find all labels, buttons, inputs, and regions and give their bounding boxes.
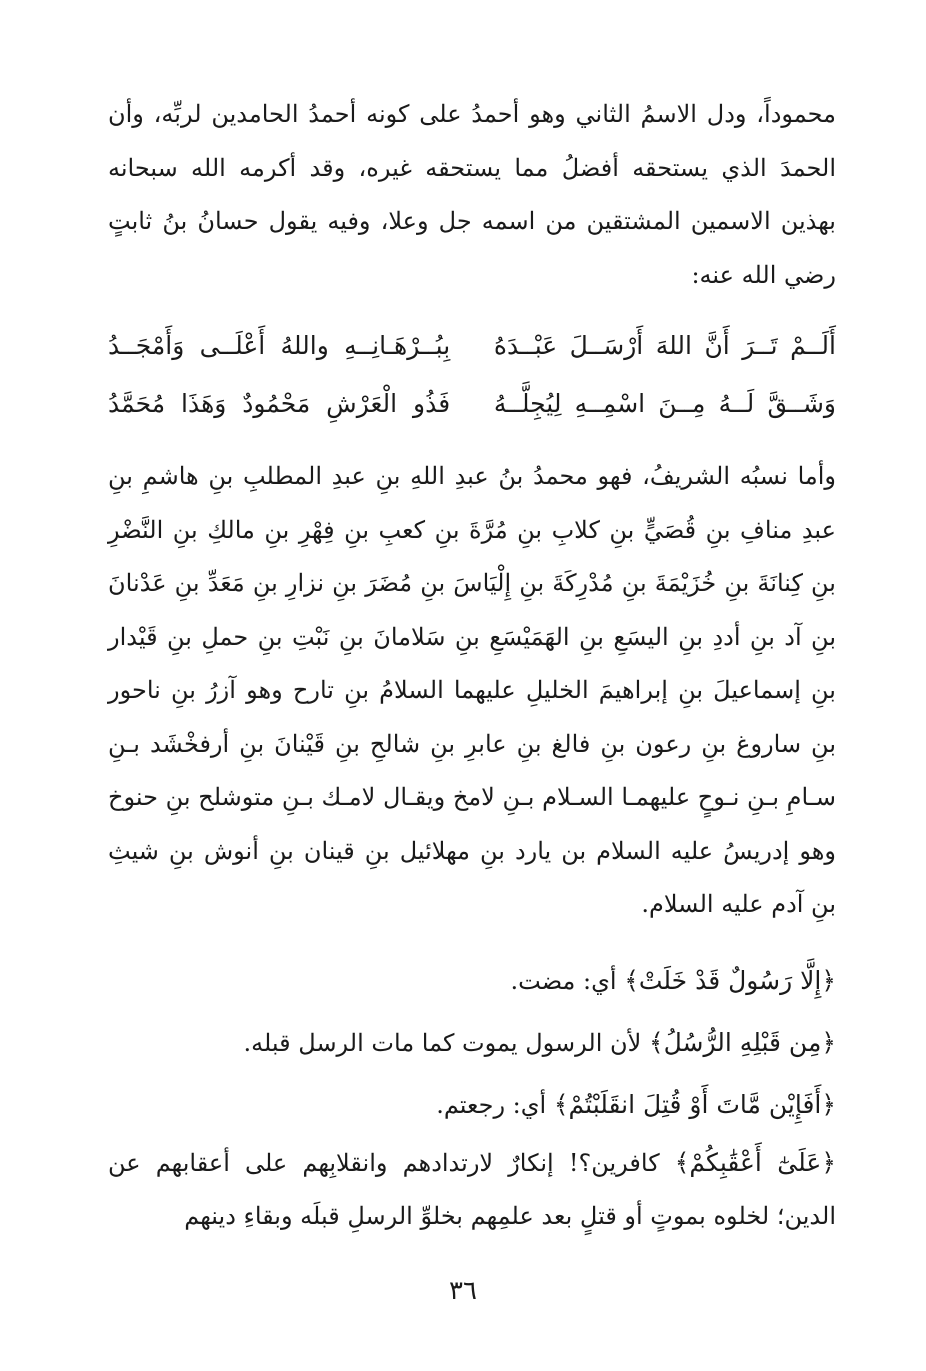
gloss-line (108, 950, 836, 1012)
poem-second-hemistich: بِبُــرْهَـانِــهِ واللهُ أَعْلَــى وَأَمْجَــدُ (108, 330, 451, 360)
final-paragraph (108, 1136, 836, 1244)
page-number: ٣٦ (449, 1276, 477, 1306)
quran-quote: ﴿إِلَّا رَسُولٌ قَدْ خَلَتْ﴾ (624, 965, 836, 995)
quran-quote: ﴿عَلَىٰٓ أَعْقَٰبِكُمْ﴾ (674, 1147, 836, 1177)
poem-first-hemistich: وَشَــقَّ لَــهُ مِــنَ اسْمِــهِ لِيُجِلَّــهُ (493, 388, 836, 418)
poem-second-hemistich: فَذُو الْعَرْشِ مَحْمُودٌ وَهَذَا مُحَمَّدُ (108, 388, 451, 418)
quran-quote: ﴿مِن قَبْلِهِ الرُّسُلُ﴾ (648, 1027, 836, 1057)
book-page (108, 88, 836, 1288)
quran-quote: ﴿أَفَإِيْن مَّاتَ أَوْ قُتِلَ انقَلَبْتُمْ﴾ (553, 1089, 836, 1119)
poem-verse (108, 374, 836, 432)
poem (108, 316, 836, 432)
poem-first-hemistich: أَلَــمْ تَــرَ أَنَّ اللهَ أَرْسَــلَ عَبْــدَهُ (493, 330, 836, 360)
final-paragraph-text: كافرين؟! إنكارٌ لارتدادهم وانقلابِهم على أعقابهم عن الدين؛ لخلوه بموتٍ أو قتلٍ بعد علمِهم بخلوِّ الرسلِ قبلَه وبقاءِ دينهم (108, 1148, 836, 1230)
lineage-paragraph: وأما نسبُه الشريفُ، فهو محمدُ بنُ عبدِ اللهِ بنِ عبدِ المطلبِ بنِ هاشمِ بنِ عبدِ منافِ بنِ قُصَيٍّ بنِ كلابِ بنِ مُرَّةَ بنِ كعبِ بنِ فِهْرِ بنِ مالكِ بنِ النَّضْرِ بنِ كِنانَةَ بنِ خُزَيْمَةَ بنِ مُدْرِكَةَ بنِ إِلْيَاسَ بنِ مُضَرَ بنِ نزارِ بنِ مَعَدِّ بنِ عَدْنانَ بنِ آد بنِ أددِ بنِ اليسَعِ بنِ الهَمَيْسَعِ بنِ سَلامانَ بنِ نَبْتِ بنِ حملِ بنِ قَيْدار بنِ إسماعيلَ بنِ إبراهيمَ الخليلِ عليهما السلامُ بنِ تارح وهو آزرُ بنِ ناحور بنِ ساروغ بنِ رعون بنِ فالغ بنِ عابرِ بنِ شالحِ بنِ قَيْنانَ بنِ أرفخْشَد بـنِ سـامِ بـنِ نـوحٍ عليهمـا السـلام بـنِ لامخ ويقـال لامـك بـنِ متوشلح بنِ حنوخ وهو إدريسُ عليه السلام بن يارد بنِ مهلائيل بنِ قينان بنِ أنوش بنِ شيثِ بنِ آدم عليه السلام. (108, 462, 837, 918)
gloss-explanation: أي: رجعتم. (436, 1090, 547, 1119)
gloss-explanation: لأن الرسول يموت كما مات الرسل قبله. (243, 1028, 642, 1057)
intro-paragraph: محموداً، ودل الاسمُ الثاني وهو أحمدُ على كونه أحمدُ الحامدين لربِّه، وأن الحمدَ الذي يستحقه أفضلُ مما يستحقه غيره، وقد أكرمه الله سبحانه بهذين الاسمين المشتقين من اسمه جل وعلا، وفيه يقول حسانُ بنُ ثابتٍ رضي الله عنه: (108, 100, 836, 289)
gloss-line (108, 1074, 836, 1136)
poem-verse (108, 316, 836, 374)
gloss-line (108, 1012, 836, 1074)
gloss-explanation: أي: مضت. (510, 966, 617, 995)
